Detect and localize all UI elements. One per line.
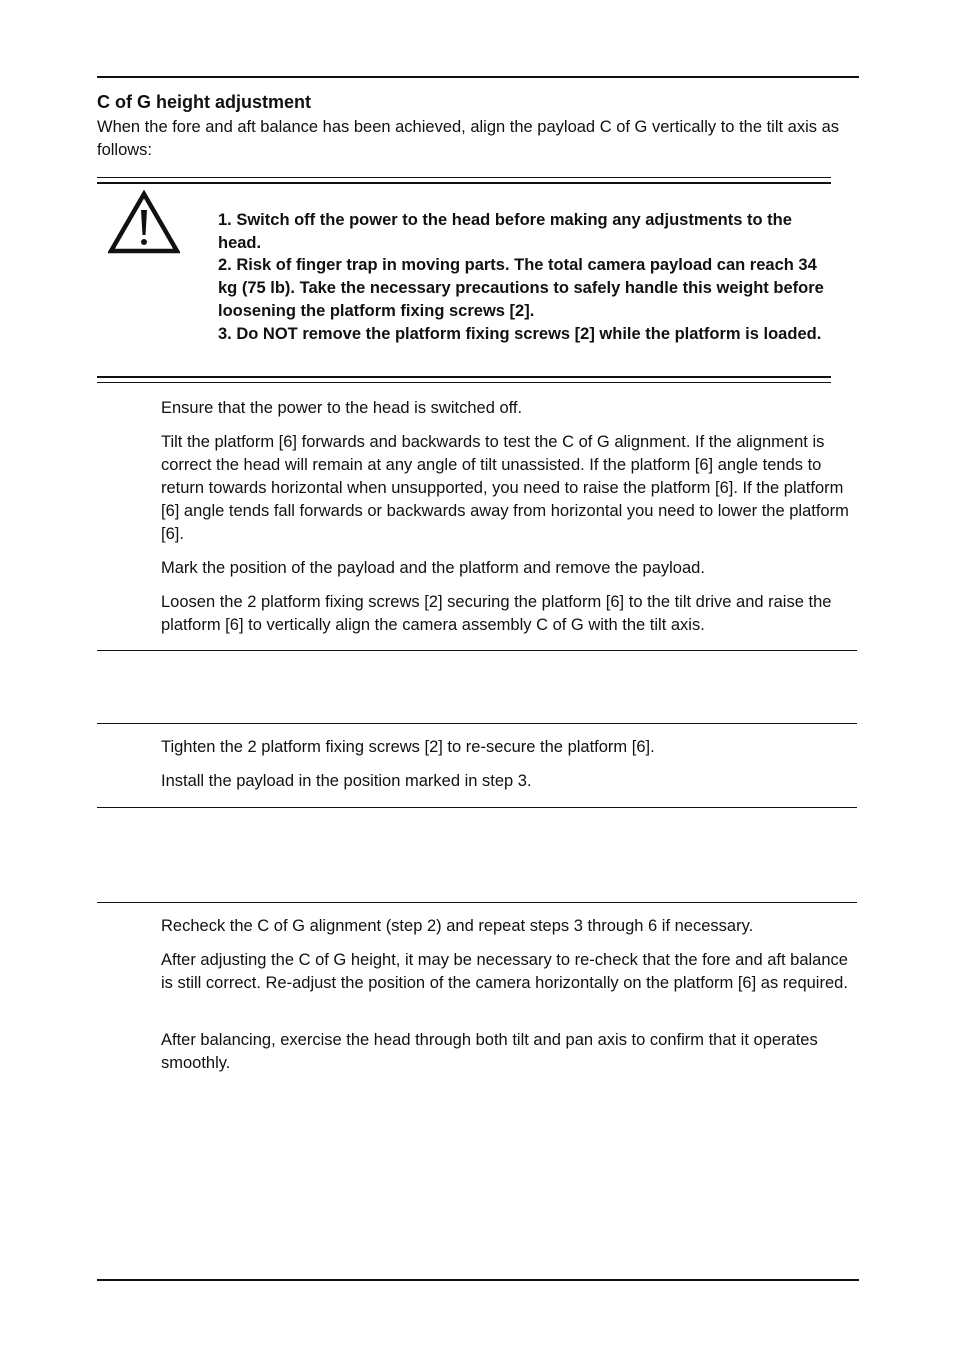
step-1: Ensure that the power to the head is switched off. — [161, 399, 523, 417]
warning-top-rule — [97, 177, 831, 178]
section-intro: When the fore and aft balance has been achieved, align the payload C of G vertically to the tilt axis as follows: — [97, 118, 840, 159]
warning-item-1: 1. Switch off the power to the head before making any adjustments to the head. — [218, 211, 792, 252]
warning-triangle-icon — [108, 190, 180, 254]
warning-item-3: 3. Do NOT remove the platform fixing screws [2] while the platform is loaded. — [218, 324, 822, 343]
step-3: Mark the position of the payload and the platform and remove the payload. — [161, 559, 705, 577]
warning-bottom-rule-2 — [97, 382, 831, 383]
step-4: Loosen the 2 platform fixing screws [2] securing the platform [6] to the tilt drive and raise the platform [6] to vertically align the camera assembly C of G with the tilt axis. — [161, 593, 832, 634]
warning-bottom-rule — [97, 376, 831, 378]
step-5: Tighten the 2 platform fixing screws [2] to re-secure the platform [6]. — [161, 738, 655, 756]
divider — [97, 807, 857, 808]
warning-item-2: 2. Risk of finger trap in moving parts. The total camera payload can reach 34 kg (75 lb). Take the necessary precautions to safely handle this weight before loosening the platform fixing screws [2]. — [218, 256, 824, 320]
warning-text — [218, 209, 828, 345]
divider — [97, 650, 857, 651]
step-9: After balancing, exercise the head through both tilt and pan axis to confirm that it operates smoothly. — [161, 1031, 818, 1072]
section-title: C of G height adjustment — [97, 92, 311, 112]
step-2: Tilt the platform [6] forwards and backwards to test the C of G alignment. If the alignment is correct the head will remain at any angle of tilt unassisted. If the platform [6] angle tends to return towards horizontal when unsupported, you need to raise the platform [6]. If the platform [6] angle tends fall forwards or backwards away from horizontal you need to lower the platform [6]. — [161, 433, 849, 543]
step-8: After adjusting the C of G height, it may be necessary to re-check that the fore and aft balance is still correct. Re-adjust the position of the camera horizontally on the platform [6] as required. — [161, 951, 848, 992]
divider — [97, 723, 857, 724]
divider — [97, 902, 857, 903]
page-top-rule — [97, 76, 859, 78]
step-7: Recheck the C of G alignment (step 2) and repeat steps 3 through 6 if necessary. — [161, 917, 754, 935]
step-6: Install the payload in the position marked in step 3. — [161, 772, 532, 790]
warning-top-rule-2 — [97, 182, 831, 184]
page-bottom-rule — [97, 1279, 859, 1281]
